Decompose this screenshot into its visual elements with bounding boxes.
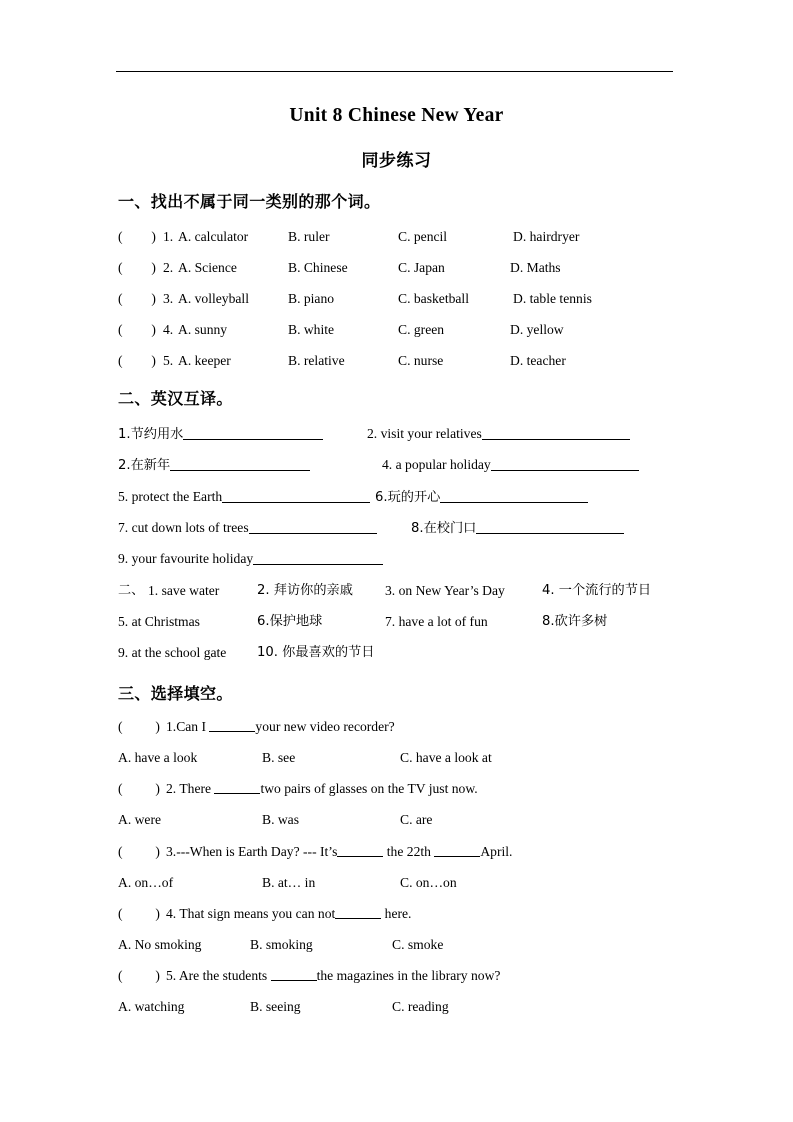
stem-mid: the 22th	[383, 844, 435, 859]
bracket-open: (	[118, 260, 123, 275]
bracket-open: (	[118, 968, 123, 983]
stem-before: 4. That sign means you can not	[166, 906, 336, 921]
option-b[interactable]: B. relative	[288, 353, 345, 368]
bracket-close: )	[151, 260, 156, 275]
translate-item	[118, 489, 370, 505]
translate-prompt: 2.在新年	[118, 458, 171, 473]
option-c[interactable]: C. basketball	[398, 291, 469, 306]
option-a[interactable]: A. keeper	[178, 353, 231, 368]
option-b[interactable]: B. piano	[288, 291, 335, 306]
translate-item	[118, 426, 323, 443]
translate-item	[367, 426, 630, 442]
answer-blank[interactable]	[434, 844, 480, 857]
translate-item	[118, 520, 377, 536]
question-stem	[166, 781, 478, 797]
translate-prompt: 6.玩的开心	[375, 490, 441, 505]
stem-before: 2. There	[166, 781, 215, 796]
answer-bracket[interactable]	[118, 229, 156, 245]
bracket-close: )	[155, 844, 160, 859]
question-number: 3.	[163, 291, 174, 306]
answer-bracket[interactable]	[118, 322, 156, 338]
option-a[interactable]: A. have a look	[118, 750, 198, 765]
option-b[interactable]: B. white	[288, 322, 335, 337]
answer-key-cell: 1. save water	[148, 583, 220, 598]
question-number: 5.	[163, 353, 174, 368]
option-a[interactable]: A. sunny	[178, 322, 228, 337]
bracket-close: )	[151, 353, 156, 368]
option-a[interactable]: A. volleyball	[178, 291, 249, 306]
answer-key-cell: 4. 一个流行的节日	[542, 583, 652, 598]
option-b[interactable]: B. at… in	[262, 875, 316, 890]
answer-blank[interactable]	[209, 719, 255, 732]
option-c[interactable]: C. nurse	[398, 353, 444, 368]
question-number: 4.	[163, 322, 174, 337]
stem-after: April.	[480, 844, 513, 859]
question-stem	[166, 906, 411, 922]
option-b[interactable]: B. was	[262, 812, 300, 827]
option-d[interactable]: D. hairdryer	[513, 229, 580, 244]
translate-prompt: 2. visit your relatives	[367, 426, 482, 441]
answer-key-cell: 8.砍许多树	[542, 614, 608, 629]
section-one-heading: 一、找出不属于同一类别的那个词。	[118, 192, 381, 211]
translate-prompt: 7. cut down lots of trees	[118, 520, 249, 535]
answer-blank[interactable]	[476, 520, 624, 534]
header-rule	[116, 71, 673, 72]
bracket-close: )	[151, 291, 156, 306]
bracket-open: (	[118, 353, 123, 368]
bracket-close: )	[151, 229, 156, 244]
translate-item	[118, 457, 310, 474]
answer-bracket[interactable]	[118, 291, 156, 307]
translate-item	[118, 551, 383, 567]
stem-before: 3.---When is Earth Day? --- It’s	[166, 844, 338, 859]
answer-bracket[interactable]	[118, 844, 160, 860]
answer-blank[interactable]	[253, 551, 383, 565]
bracket-close: )	[155, 781, 160, 796]
translate-prompt: 8.在校门口	[411, 521, 477, 536]
option-a[interactable]: A. watching	[118, 999, 185, 1014]
answer-key-cell: 3. on New Year’s Day	[385, 583, 505, 598]
answer-key-prefix: 二、	[118, 583, 145, 598]
bracket-close: )	[155, 719, 160, 734]
stem-before: 1.Can I	[166, 719, 210, 734]
option-c[interactable]: C. are	[400, 812, 433, 827]
option-a[interactable]: A. Science	[178, 260, 237, 275]
translate-prompt: 5. protect the Earth	[118, 489, 223, 504]
answer-key-cell: 9. at the school gate	[118, 645, 227, 660]
answer-blank[interactable]	[214, 781, 260, 794]
question-stem	[166, 968, 500, 984]
option-b[interactable]: B. smoking	[250, 937, 313, 952]
stem-before: 5. Are the students	[166, 968, 271, 983]
answer-blank[interactable]	[335, 906, 381, 919]
page-title: Unit 8 Chinese New Year	[289, 105, 504, 126]
bracket-open: (	[118, 291, 123, 306]
option-a[interactable]: A. were	[118, 812, 162, 827]
answer-bracket[interactable]	[118, 260, 156, 276]
answer-bracket[interactable]	[118, 353, 156, 369]
option-c[interactable]: C. have a look at	[400, 750, 492, 765]
answer-blank[interactable]	[222, 489, 370, 503]
bracket-open: (	[118, 844, 123, 859]
stem-after: the magazines in the library now?	[316, 968, 501, 983]
translate-item	[375, 489, 588, 506]
section-two-heading: 二、英汉互译。	[118, 389, 233, 408]
answer-bracket[interactable]	[118, 906, 160, 922]
bracket-close: )	[151, 322, 156, 337]
translate-item	[382, 457, 639, 473]
answer-key-cell: 10. 你最喜欢的节日	[257, 645, 375, 660]
bracket-open: (	[118, 229, 123, 244]
translate-prompt: 9. your favourite holiday	[118, 551, 254, 566]
stem-after: here.	[381, 906, 412, 921]
translate-prompt: 4. a popular holiday	[382, 457, 491, 472]
option-c[interactable]: C. green	[398, 322, 445, 337]
option-c[interactable]: C. smoke	[392, 937, 444, 952]
question-number: 2.	[163, 260, 174, 275]
option-a[interactable]: A. on…of	[118, 875, 174, 890]
bracket-open: (	[118, 719, 123, 734]
question-stem	[166, 844, 512, 860]
translate-prompt: 1.节约用水	[118, 427, 184, 442]
page-subtitle: 同步练习	[361, 151, 432, 171]
answer-blank[interactable]	[271, 968, 317, 981]
bracket-close: )	[155, 906, 160, 921]
section-three-heading: 三、选择填空。	[118, 684, 233, 703]
answer-blank[interactable]	[482, 426, 630, 440]
answer-blank[interactable]	[170, 457, 310, 471]
option-d[interactable]: D. yellow	[510, 322, 564, 337]
option-d[interactable]: D. table tennis	[513, 291, 592, 306]
answer-bracket[interactable]	[118, 719, 160, 735]
option-c[interactable]: C. reading	[392, 999, 449, 1014]
option-d[interactable]: D. Maths	[510, 260, 561, 275]
option-a[interactable]: A. No smoking	[118, 937, 202, 952]
answer-blank[interactable]	[491, 457, 639, 471]
answer-key-cell: 7. have a lot of fun	[385, 614, 488, 629]
option-b[interactable]: B. ruler	[288, 229, 330, 244]
option-b[interactable]: B. seeing	[250, 999, 301, 1014]
question-stem	[166, 719, 395, 735]
bracket-open: (	[118, 906, 123, 921]
stem-after: two pairs of glasses on the TV just now.	[260, 781, 478, 796]
stem-after: your new video recorder?	[255, 719, 395, 734]
answer-bracket[interactable]	[118, 781, 160, 797]
option-d[interactable]: D. teacher	[510, 353, 566, 368]
answer-blank[interactable]	[337, 844, 383, 857]
option-c[interactable]: C. pencil	[398, 229, 448, 244]
answer-blank[interactable]	[249, 520, 377, 534]
bracket-close: )	[155, 968, 160, 983]
option-b[interactable]: B. see	[262, 750, 296, 765]
bracket-open: (	[118, 781, 123, 796]
option-c[interactable]: C. Japan	[398, 260, 445, 275]
option-c[interactable]: C. on…on	[400, 875, 457, 890]
option-a[interactable]: A. calculator	[178, 229, 249, 244]
question-number: 1.	[163, 229, 174, 244]
answer-key-cell: 5. at Christmas	[118, 614, 200, 629]
answer-key-cell: 2. 拜访你的亲戚	[257, 583, 353, 598]
answer-blank[interactable]	[183, 426, 323, 440]
bracket-open: (	[118, 322, 123, 337]
answer-key-cell: 6.保护地球	[257, 614, 323, 629]
answer-bracket[interactable]	[118, 968, 160, 984]
option-b[interactable]: B. Chinese	[288, 260, 348, 275]
translate-item	[411, 520, 624, 537]
answer-blank[interactable]	[440, 489, 588, 503]
